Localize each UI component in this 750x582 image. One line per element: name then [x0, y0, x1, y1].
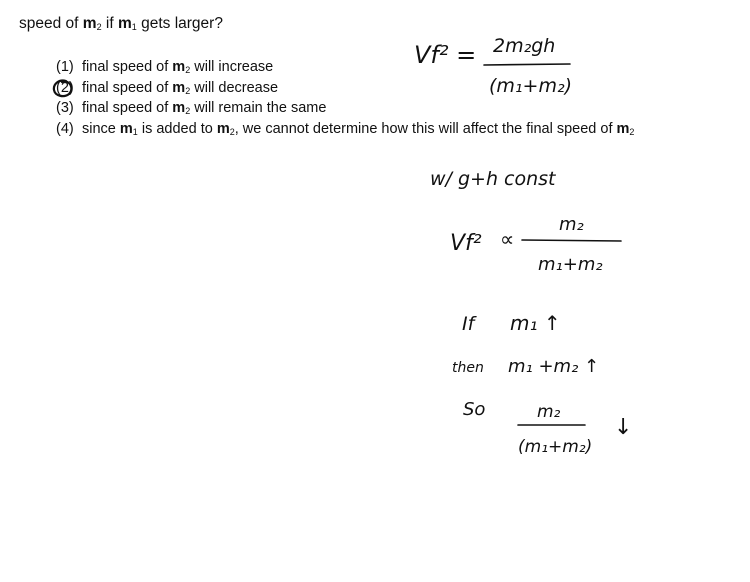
so-label: So [463, 399, 486, 420]
option-text: will decrease [190, 79, 279, 96]
option-number: (4) [56, 120, 74, 137]
eq1-lhs: Vf² = [414, 41, 477, 69]
eq1-fraction-bar [484, 64, 570, 65]
eq1-denominator: (m₁+m₂) [489, 75, 572, 97]
prop-lhs: Vf² [450, 231, 482, 256]
eq1-numerator: 2m₂gh [493, 35, 556, 57]
option-number: (1) [56, 59, 74, 75]
question-middle: if [101, 15, 118, 32]
mass-subscript: 2 [229, 126, 235, 137]
option-text: will remain the same [190, 100, 327, 116]
prop-numerator: m₂ [559, 214, 584, 235]
option-text: since [82, 120, 120, 137]
mass-symbol: m [172, 79, 186, 96]
constant-note: w/ g+h const [430, 168, 556, 190]
option-number: (3) [56, 100, 74, 116]
mass-symbol: m [216, 120, 230, 137]
mass-subscript: 2 [185, 65, 191, 75]
option-text: final speed of [82, 100, 173, 116]
so-denominator: (m₁+m₂) [518, 437, 593, 457]
mass-symbol: m [172, 59, 186, 75]
option-text: , we cannot determine how this will affect the final speed of [234, 120, 617, 137]
so-numerator: m₂ [537, 402, 561, 422]
if-label: If [462, 313, 475, 335]
down-arrow-icon: ↓ [614, 415, 633, 440]
option-number: (2) [56, 79, 74, 96]
question-prefix: speed of [19, 15, 83, 32]
mass-symbol: m [119, 120, 133, 137]
mass-symbol: m [616, 120, 630, 137]
option-text: will increase [190, 59, 274, 75]
prop-denominator: m₁+m₂ [538, 254, 603, 275]
then-expression: m₁ +m₂ ↑ [508, 356, 600, 377]
option-text: final speed of [82, 79, 173, 96]
mass-subscript: 2 [185, 106, 191, 116]
prop-fraction-bar [522, 240, 621, 241]
mass-subscript: 1 [131, 22, 137, 32]
mass-subscript: 1 [132, 126, 138, 137]
then-label: then [452, 360, 484, 376]
option-text: final speed of [82, 59, 173, 75]
option-text: is added to [137, 120, 217, 137]
mass-subscript: 2 [185, 85, 191, 96]
mass-subscript: 2 [96, 22, 102, 32]
if-expression: m₁ ↑ [510, 311, 561, 335]
mass-symbol: m [172, 100, 186, 116]
question-suffix: gets larger? [136, 15, 223, 32]
mass-symbol: m [117, 15, 132, 32]
mass-subscript: 2 [629, 126, 635, 137]
mass-symbol: m [82, 15, 97, 32]
proportional-symbol: ∝ [500, 227, 515, 251]
